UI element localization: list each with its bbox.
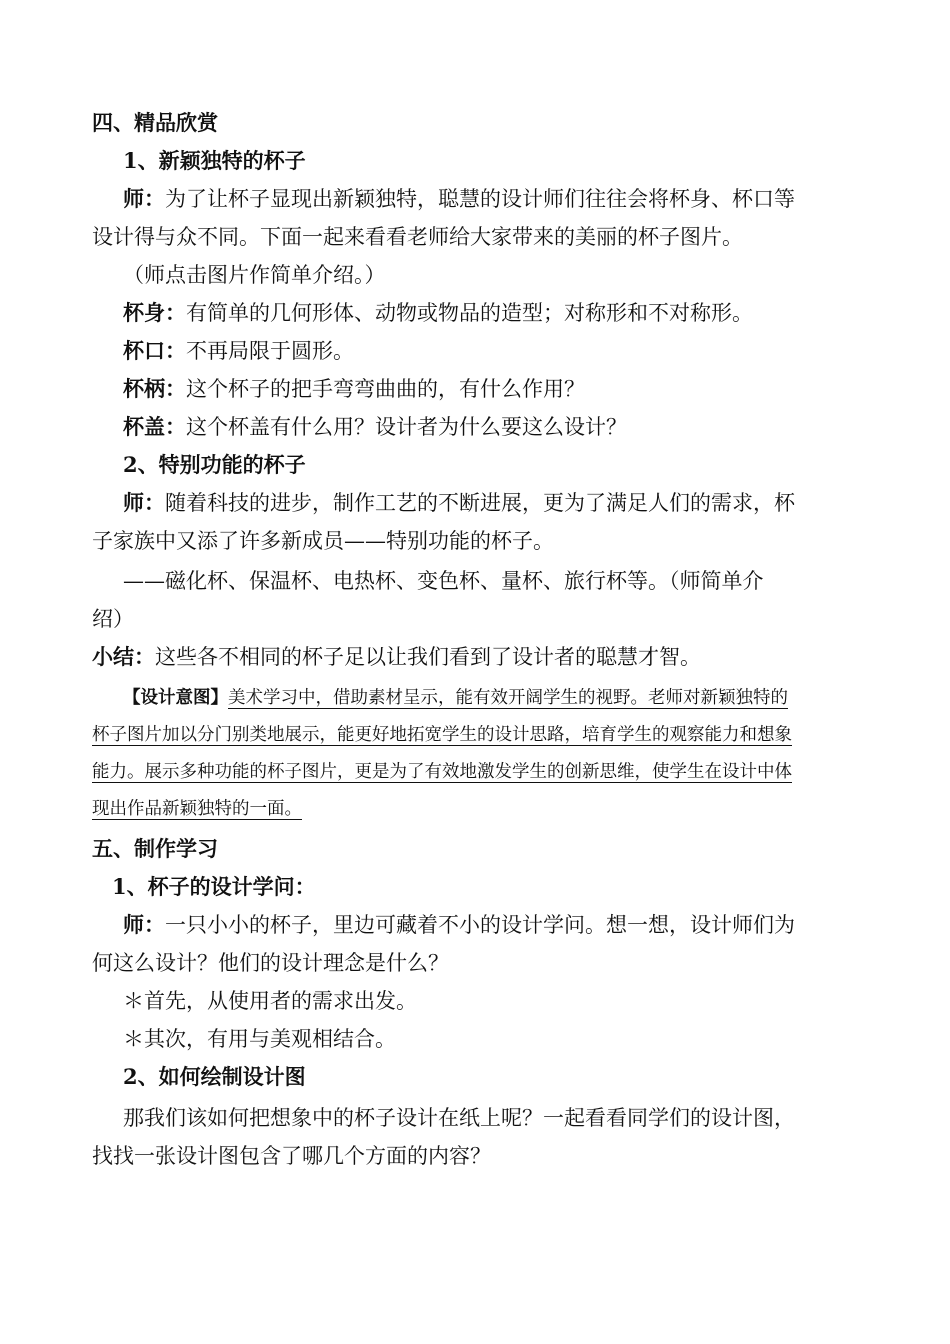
item-text: 不再局限于圆形。 [186, 339, 354, 363]
paragraph-line: ——磁化杯、保温杯、电热杯、变色杯、量杯、旅行杯等。（师简单介 [123, 569, 764, 593]
item-label: 杯柄： [123, 376, 186, 401]
paragraph-line [123, 184, 893, 214]
design-intent-text: 杯子图片加以分门别类地展示，能更好地拓宽学生的设计思路，培育学生的观察能力和想象 [92, 725, 792, 745]
bullet-text: 首先，从使用者的需求出发。 [144, 989, 417, 1013]
paragraph-text: 为了让杯子显现出新颖独特，聪慧的设计师们往往会将杯身、杯口等 [165, 187, 795, 211]
summary-text: 这些各不相同的杯子足以让我们看到了设计者的聪慧才智。 [155, 645, 701, 669]
item-line [123, 336, 893, 366]
subsection-heading: 2、特别功能的杯子 [123, 452, 306, 477]
paragraph-line: 找找一张设计图包含了哪几个方面的内容？ [92, 1144, 491, 1168]
subsection-heading: 1、新颖独特的杯子 [123, 148, 306, 173]
bullet-item [123, 1024, 893, 1054]
design-intent-line [123, 680, 893, 716]
paragraph-line: 绍） [92, 607, 134, 631]
summary-line [92, 642, 862, 672]
design-intent-line [92, 754, 862, 790]
design-intent-line [92, 717, 862, 753]
subsection-heading: 1、杯子的设计学问： [112, 874, 316, 899]
item-text: 这个杯子的把手弯弯曲曲的，有什么作用？ [186, 377, 585, 401]
paragraph-line: 设计得与众不同。下面一起来看看老师给大家带来的美丽的杯子图片。 [92, 225, 743, 249]
design-intent-text: 现出作品新颖独特的一面。 [92, 799, 302, 819]
section-heading: 五、制作学习 [92, 836, 218, 861]
speaker-label: 师： [123, 912, 165, 937]
paragraph-text: 随着科技的进步，制作工艺的不断进展，更为了满足人们的需求，杯 [165, 491, 795, 515]
item-label: 杯身： [123, 300, 186, 325]
speaker-label: 师： [123, 490, 165, 515]
paragraph-line [123, 910, 893, 940]
item-text: 有简单的几何形体、动物或物品的造型；对称形和不对称形。 [186, 301, 753, 325]
section-heading: 四、精品欣赏 [92, 110, 218, 135]
paragraph-line [123, 488, 893, 518]
design-intent-label: 【设计意图】 [123, 688, 228, 708]
summary-label: 小结： [92, 644, 155, 669]
item-label: 杯口： [123, 338, 186, 363]
design-intent-text: 美术学习中，借助素材呈示，能有效开阔学生的视野。老师对新颖独特的 [228, 688, 788, 708]
paragraph-line: 何这么设计？他们的设计理念是什么？ [92, 951, 449, 975]
speaker-label: 师： [123, 186, 165, 211]
item-label: 杯盖： [123, 414, 186, 439]
asterisk-icon: ＊ [123, 1027, 144, 1051]
paragraph-text: 一只小小的杯子，里边可藏着不小的设计学问。想一想，设计师们为 [165, 913, 795, 937]
bullet-item [123, 986, 893, 1016]
item-line [123, 298, 893, 328]
subsection-heading: 2、如何绘制设计图 [123, 1064, 306, 1089]
note-line: （师点击图片作简单介绍。） [123, 263, 386, 287]
item-line [123, 374, 893, 404]
design-intent-line [92, 791, 862, 827]
paragraph-line: 那我们该如何把想象中的杯子设计在纸上呢？一起看看同学们的设计图， [123, 1106, 795, 1130]
item-line [123, 412, 893, 442]
bullet-text: 其次，有用与美观相结合。 [144, 1027, 396, 1051]
design-intent-text: 能力。展示多种功能的杯子图片，更是为了有效地激发学生的创新思维，使学生在设计中体 [92, 762, 792, 782]
item-text: 这个杯盖有什么用？设计者为什么要这么设计？ [186, 415, 627, 439]
asterisk-icon: ＊ [123, 989, 144, 1013]
paragraph-line: 子家族中又添了许多新成员——特别功能的杯子。 [92, 529, 554, 553]
